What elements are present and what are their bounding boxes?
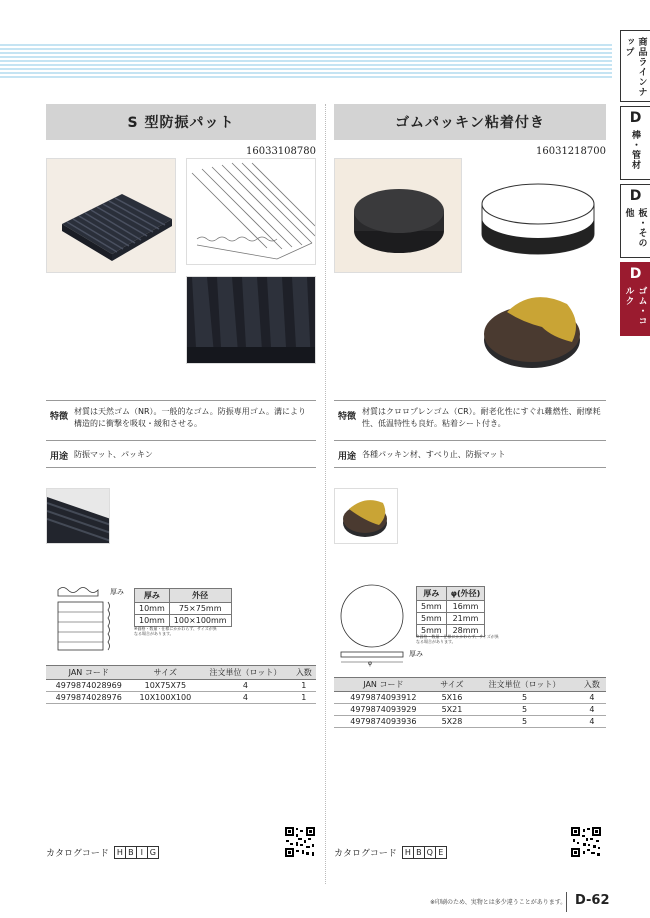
- side-tab-letter: D: [629, 188, 642, 204]
- jan-cell: 4979874093929: [334, 704, 433, 716]
- table-row: [334, 716, 606, 728]
- spec-note: ※価格・数量・仕様にかかわらず、サイズが異なる場合があります。: [416, 634, 499, 645]
- product-title: S 型防振パット: [46, 104, 316, 140]
- header-stripe-band: [0, 44, 612, 80]
- spec-cell: 10mm: [135, 603, 170, 615]
- dim-thickness-label: 厚み: [409, 650, 423, 658]
- usage-label: 用途: [50, 452, 69, 462]
- table-row: [46, 680, 316, 692]
- product-photo-disc: [334, 158, 462, 273]
- product-photo-mat: [46, 158, 176, 273]
- product-photo-closeup: [186, 276, 316, 364]
- feature-text: 材質は天然ゴム（NR）。一般的なゴム。防振専用ゴム。溝により構造的に衝撃を吸収・緩和させる。: [74, 407, 307, 428]
- product-drawing-disc: [472, 158, 606, 265]
- product-photo-adhesive: [472, 282, 606, 372]
- jan-table: [46, 665, 316, 704]
- spec-cell: 21mm: [446, 613, 485, 625]
- side-tab-letter: D: [629, 266, 642, 282]
- jan-cell: 4: [578, 716, 606, 728]
- jan-cell: 1: [292, 680, 316, 692]
- side-tab-rod-pipe[interactable]: [620, 106, 650, 180]
- product-title: ゴムパッキン粘着付き: [334, 104, 606, 140]
- side-tab-lineup[interactable]: [620, 30, 650, 102]
- spec-header: φ(外径): [446, 587, 485, 601]
- jan-cell: 5X28: [433, 716, 472, 728]
- jan-cell: 5: [471, 692, 578, 704]
- jan-cell: 4: [199, 680, 291, 692]
- spec-cell: 10mm: [135, 615, 170, 627]
- spec-table: [416, 586, 485, 637]
- jan-cell: 5X21: [433, 704, 472, 716]
- catalog-char: Q: [424, 846, 436, 859]
- jan-header: 注文単位（ロット）: [471, 678, 578, 692]
- jan-cell: 5: [471, 716, 578, 728]
- feature-label: 特徴: [338, 412, 357, 422]
- table-row: [334, 704, 606, 716]
- qr-code-icon[interactable]: [284, 826, 316, 858]
- product-drawing-mat: [186, 158, 316, 265]
- jan-header: JAN コード: [334, 678, 433, 692]
- catalog-char: H: [114, 846, 126, 859]
- spec-cell: 16mm: [446, 601, 485, 613]
- catalog-code: [46, 846, 159, 859]
- jan-cell: 4979874028976: [46, 692, 131, 704]
- usage-row: [46, 440, 316, 468]
- side-tab-rubber-cork[interactable]: [620, 262, 650, 336]
- dimension-drawing: [338, 582, 408, 672]
- spec-cell: 75×75mm: [169, 603, 231, 615]
- catalog-code: [334, 846, 447, 859]
- side-tab-letter: D: [629, 110, 642, 126]
- side-tab-label: ゴム・コルク: [623, 286, 647, 326]
- table-row: [334, 692, 606, 704]
- spec-note: ※価格・数量・仕様にかかわらず、サイズが異なる場合があります。: [134, 626, 217, 637]
- spec-cell: 100×100mm: [169, 615, 231, 627]
- jan-cell: 4: [578, 692, 606, 704]
- table-row: [46, 692, 316, 704]
- catalog-char: E: [435, 846, 447, 859]
- spec-header: 厚み: [417, 587, 447, 601]
- product-thumb: [334, 488, 398, 544]
- spec-cell: 5mm: [417, 625, 447, 637]
- jan-cell: 5: [471, 704, 578, 716]
- jan-table: [334, 677, 606, 728]
- side-tab-plate-other[interactable]: [620, 184, 650, 258]
- qr-code-icon[interactable]: [570, 826, 602, 858]
- product-code: 16033108780: [246, 146, 316, 157]
- side-tab-label: 商品ラインナップ: [623, 37, 647, 97]
- dim-phi-label: φ: [368, 660, 372, 667]
- dim-thickness-label: 厚み: [110, 588, 124, 596]
- spec-table: [134, 588, 232, 627]
- jan-cell: 10X100X100: [131, 692, 199, 704]
- catalog-char: G: [147, 846, 159, 859]
- product-thumb: [46, 488, 110, 544]
- usage-text: 各種パッキン材、すべり止、防振マット: [362, 450, 506, 459]
- product-code: 16031218700: [536, 146, 606, 157]
- jan-cell: 5X16: [433, 692, 472, 704]
- page-number: D-62: [575, 893, 610, 908]
- jan-cell: 4979874093912: [334, 692, 433, 704]
- jan-cell: 10X75X75: [131, 680, 199, 692]
- catalog-label: カタログコード: [334, 849, 397, 859]
- product-right: [334, 104, 606, 157]
- catalog-char: B: [125, 846, 137, 859]
- spec-header: 外径: [169, 589, 231, 603]
- column-divider: [325, 104, 326, 884]
- jan-header: サイズ: [433, 678, 472, 692]
- side-tab-label: 板・その他: [623, 208, 647, 248]
- catalog-char: B: [413, 846, 425, 859]
- jan-cell: 4979874093936: [334, 716, 433, 728]
- footer-note: ※印刷のため、実物とは多少違うことがあります。: [430, 899, 567, 906]
- spec-cell: 28mm: [446, 625, 485, 637]
- usage-label: 用途: [338, 452, 357, 462]
- spec-cell: 5mm: [417, 601, 447, 613]
- feature-row: [46, 400, 316, 436]
- jan-cell: 4: [199, 692, 291, 704]
- catalog-label: カタログコード: [46, 849, 109, 859]
- page-divider: [566, 892, 567, 912]
- feature-text: 材質はクロロプレンゴム（CR）。耐老化性にすぐれ難燃性、耐摩耗性、低温特性も良好。粘着シート付き。: [362, 407, 601, 428]
- side-tab-label: 棒・管材: [630, 130, 640, 170]
- feature-row: [334, 400, 606, 436]
- feature-label: 特徴: [50, 412, 69, 422]
- spec-header: 厚み: [135, 589, 170, 603]
- jan-cell: 4: [578, 704, 606, 716]
- jan-header: 入数: [578, 678, 606, 692]
- jan-cell: 4979874028969: [46, 680, 131, 692]
- jan-header: サイズ: [131, 666, 199, 680]
- jan-header: JAN コード: [46, 666, 131, 680]
- catalog-char: H: [402, 846, 414, 859]
- jan-header: 注文単位（ロット）: [199, 666, 291, 680]
- spec-cell: 5mm: [417, 613, 447, 625]
- usage-text: 防振マット、パッキン: [74, 450, 153, 459]
- usage-row: [334, 440, 606, 468]
- product-left: [46, 104, 316, 157]
- jan-cell: 1: [292, 692, 316, 704]
- catalog-char: I: [136, 846, 148, 859]
- jan-header: 入数: [292, 666, 316, 680]
